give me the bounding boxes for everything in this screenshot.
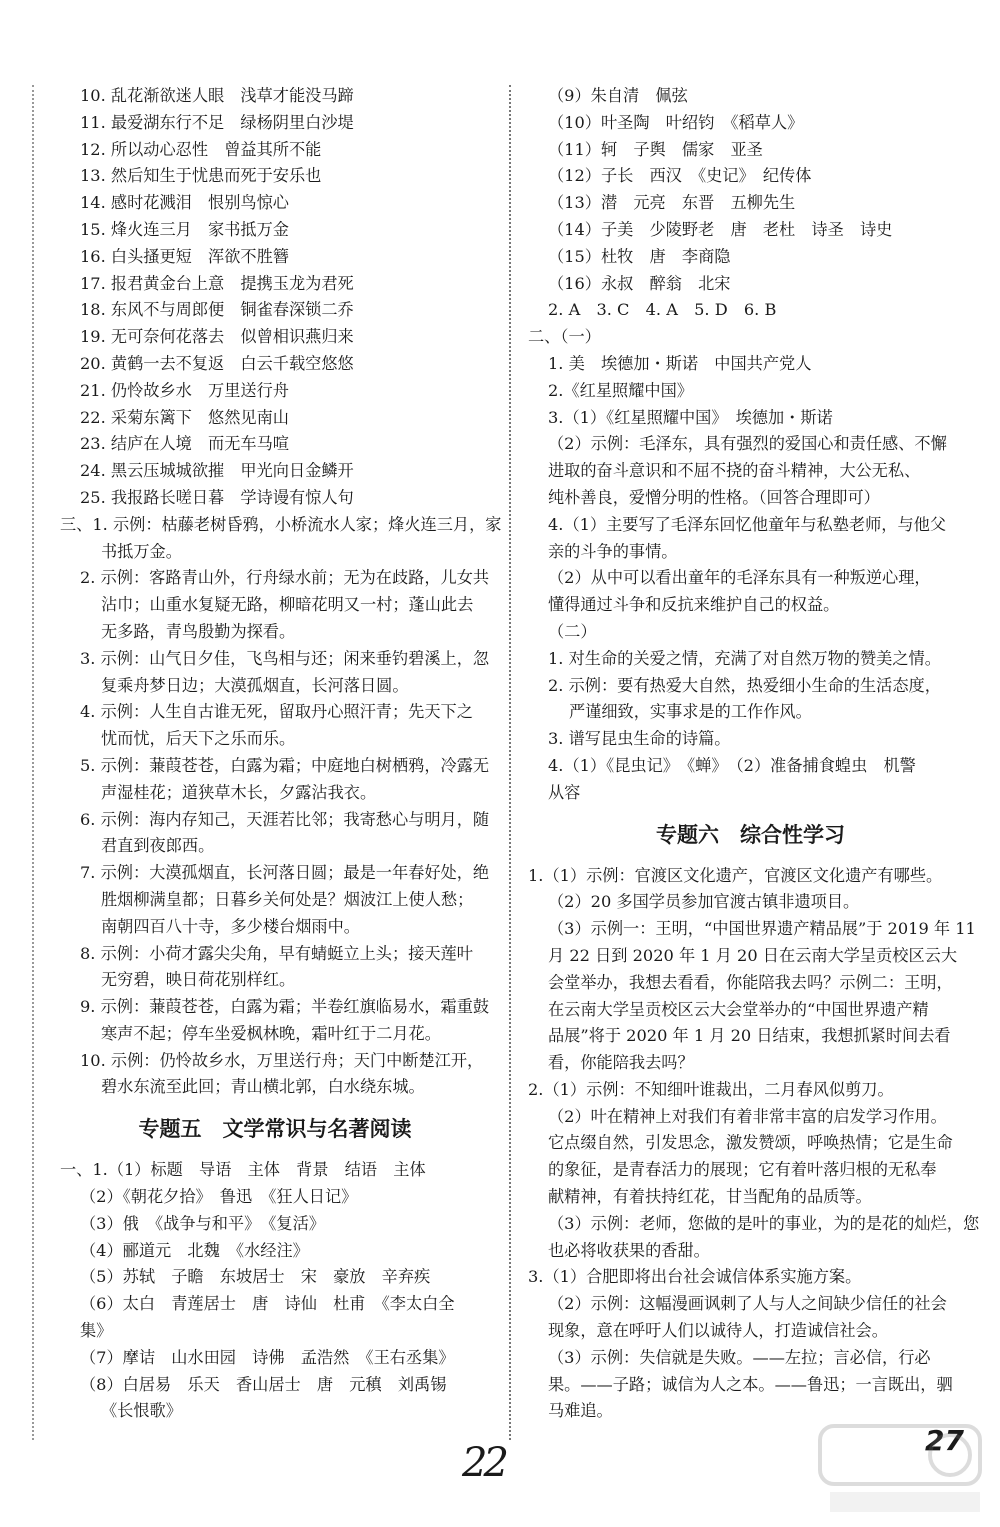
text-line: 4.（1）《昆虫记》 《蝉》 （2）准备捕食蝗虫 机警 <box>548 755 916 775</box>
text-line: （9）朱自清 佩弦 <box>548 86 688 105</box>
margin-dotted-line <box>32 85 34 1440</box>
text-line: 声湿桂花；道狭草木长，夕露沾我衣。 <box>101 782 377 802</box>
text-line: 21. 仍怜故乡水 万里送行舟 <box>80 380 289 400</box>
text-line: 2. 示例：客路青山外，行舟绿水前；无为在歧路，儿女共 <box>80 568 490 588</box>
text-line: 三、1. 示例：枯藤老树昏鸦，小桥流水人家；烽火连三月，家 <box>60 514 502 534</box>
text-line: 24. 黑云压城城欲摧 甲光向日金鳞开 <box>80 461 354 481</box>
text-line: 进取的奋斗意识和不屈不挠的奋斗精神，大公无私、 <box>548 461 921 481</box>
text-line: 会堂举办，我想去看看，你能陪我去吗？示例二：王明， <box>548 972 953 992</box>
text-line: 1. 对生命的关爱之情，充满了对自然万物的赞美之情。 <box>548 648 941 668</box>
text-line: （2）从中可以看出童年的毛泽东具有一种叛逆心理， <box>548 568 931 588</box>
text-line: 严谨细致，实事求是的工作作风。 <box>569 702 812 722</box>
text-line: 17. 报君黄金台上意 提携玉龙为君死 <box>80 273 354 293</box>
text-line: 现象，意在呼吁人们以诚待人，打造诚信社会。 <box>548 1321 888 1341</box>
text-line: 《长恨歌》 <box>101 1401 182 1421</box>
text-line: 1. 美 埃德加・斯诺 中国共产党人 <box>548 353 812 373</box>
text-line: 无穷碧，映日荷花别样红。 <box>101 970 296 990</box>
text-line: 11. 最爱湖东行不足 绿杨阴里白沙堤 <box>80 112 354 132</box>
text-line: （12）子长 西汉 《史记》 纪传体 <box>548 166 812 186</box>
text-line: 25. 我报路长嗟日暮 学诗谩有惊人句 <box>80 487 354 507</box>
text-line: 8. 示例：小荷才露尖尖角，早有蜻蜓立上头；接天莲叶 <box>80 943 473 963</box>
right-lines-2 <box>528 863 980 1426</box>
left-lines-2 <box>60 1157 490 1425</box>
text-line: 2.《红星照耀中国》 <box>548 380 693 400</box>
text-line: （5）苏轼 子瞻 东坡居士 宋 豪放 辛弃疾 <box>80 1267 431 1287</box>
text-line: 3. 谱写昆虫生命的诗篇。 <box>548 729 731 749</box>
text-line: 亲的斗争的事情。 <box>548 541 678 561</box>
text-line: （8）白居易 乐天 香山居士 唐 元稹 刘禹锡 <box>80 1374 447 1394</box>
text-line: （6）太白 青莲居士 唐 诗仙 杜甫 《李太白全 <box>80 1294 455 1314</box>
text-line: （2）《朝花夕拾》 鲁迅 《狂人日记》 <box>80 1187 358 1207</box>
text-line: 7. 示例：大漠孤烟直，长河落日圆；最是一年春好处，绝 <box>80 863 490 883</box>
text-line: 2.（1）示例：不知细叶谁裁出，二月春风似剪刀。 <box>528 1079 894 1099</box>
text-line: 看，你能陪我去吗？ <box>548 1053 694 1073</box>
text-line: 23. 结庐在人境 而无车马喧 <box>80 434 289 454</box>
text-line: 集》 <box>80 1321 113 1341</box>
left-column <box>60 83 502 1425</box>
text-line: 19. 无可奈何花落去 似曾相识燕归来 <box>80 327 354 347</box>
text-line: 无多路，青鸟殷勤为探看。 <box>101 621 296 641</box>
text-line: 10. 乱花渐欲迷人眼 浅草才能没马蹄 <box>80 86 354 105</box>
text-line: 的象征，是青春活力的展现；它有着叶落归根的无私奉 <box>548 1160 937 1180</box>
text-line: （3）俄 《战争与和平》 《复活》 <box>80 1213 325 1233</box>
text-line: 3.（1）《红星照耀中国》 埃德加・斯诺 <box>548 407 833 427</box>
section6-title: 专题六 综合性学习 <box>656 822 845 847</box>
text-line: 20. 黄鹤一去不复返 白云千载空悠悠 <box>80 353 354 373</box>
text-line: 书抵万金。 <box>101 541 182 561</box>
text-line: 从容 <box>548 782 581 802</box>
text-line: 15. 烽火连三月 家书抵万金 <box>80 219 289 239</box>
text-line: 南朝四百八十寺，多少楼台烟雨中。 <box>101 916 360 936</box>
text-line: 品展”将于 2020 年 1 月 20 日结束，我想抓紧时间去看 <box>548 1026 951 1046</box>
text-line: （10）叶圣陶 叶绍钧 《稻草人》 <box>548 112 804 132</box>
text-line: 16. 白头搔更短 浑欲不胜簪 <box>80 246 289 266</box>
text-line: （16）永叔 醉翁 北宋 <box>548 273 731 293</box>
text-line: 14. 感时花溅泪 恨别鸟惊心 <box>80 193 289 213</box>
text-line: （二） <box>548 621 597 641</box>
text-line: 18. 东风不与周郎便 铜雀春深锁二乔 <box>80 300 354 320</box>
text-line: 胜烟柳满皇都；日暮乡关何处是？烟波江上使人愁； <box>101 889 474 909</box>
text-line: （15）杜牧 唐 李商隐 <box>548 246 731 266</box>
text-line: 2. A 3. C 4. A 5. D 6. B <box>548 300 777 320</box>
text-line: 2. 示例：要有热爱大自然，热爱细小生命的生活态度， <box>548 675 941 695</box>
text-line: 3. 示例：山气日夕佳，飞鸟相与还；闲来垂钓碧溪上，忽 <box>80 648 490 668</box>
text-line: 一、1.（1）标题 导语 主体 背景 结语 主体 <box>60 1160 426 1180</box>
text-line: （2）20 多国学员参加官渡古镇非遗项目。 <box>548 892 860 912</box>
text-line: 4.（1）主要写了毛泽东回忆他童年与私塾老师，与他父 <box>548 514 947 534</box>
text-line: （3）示例：失信就是失败。——左拉；言必信，行必 <box>548 1347 931 1367</box>
text-line: （3）示例：老师，您做的是叶的事业，为的是花的灿烂，您 <box>548 1213 980 1233</box>
text-line: 1.（1）示例：官渡区文化遗产，官渡区文化遗产有哪些。 <box>528 865 943 885</box>
text-line: 献精神，有着扶持红花，甘当配角的品质等。 <box>548 1187 872 1207</box>
text-line: 碧水东流至此回；青山横北郭，白水绕东城。 <box>101 1077 425 1097</box>
text-line: 二、（一） <box>528 327 601 347</box>
text-line: 复乘舟梦日边；大漠孤烟直，长河落日圆。 <box>101 675 409 695</box>
text-line: 寒声不起；停车坐爱枫林晚，霜叶红于二月花。 <box>101 1023 441 1043</box>
text-line: 忧而忧，后天下之乐而乐。 <box>101 729 296 749</box>
text-line: 沾巾；山重水复疑无路，柳暗花明又一村；蓬山此去 <box>101 595 474 615</box>
left-lines <box>60 83 502 1101</box>
text-line: （2）示例：这幅漫画讽刺了人与人之间缺少信任的社会 <box>548 1294 947 1314</box>
section5-title: 专题五 文学常识与名著阅读 <box>138 1117 412 1142</box>
text-line: 懂得通过斗争和反抗来维护自己的权益。 <box>548 595 840 615</box>
text-line: 22. 采菊东篱下 悠然见南山 <box>80 407 289 427</box>
text-line: 月 22 日到 2020 年 1 月 20 日在云南大学呈贡校区云大 <box>548 945 958 965</box>
text-line: 10. 示例：仍怜故乡水，万里送行舟；天门中断楚江开， <box>80 1050 484 1070</box>
text-line: 5. 示例：蒹葭苍苍，白露为霜；中庭地白树栖鸦，冷露无 <box>80 755 490 775</box>
text-line: （2）叶在精神上对我们有着非常丰富的启发学习作用。 <box>548 1106 947 1126</box>
text-line: （4）郦道元 北魏 《水经注》 <box>80 1240 309 1260</box>
text-line: （7）摩诘 山水田园 诗佛 孟浩然 《王右丞集》 <box>80 1347 455 1367</box>
text-line: 纯朴善良，爱憎分明的性格。（回答合理即可） <box>548 487 880 507</box>
page-number: 27 <box>925 1424 964 1457</box>
right-column <box>528 83 980 1425</box>
handwritten-number: 22 <box>462 1440 505 1486</box>
text-line: （11）轲 子舆 儒家 亚圣 <box>548 139 763 159</box>
text-line: 13. 然后知生于忧患而死于安乐也 <box>80 166 322 186</box>
text-line: 它点缀自然，引发思念，激发赞颂，呼唤热情；它是生命 <box>548 1133 953 1153</box>
text-line: （14）子美 少陵野老 唐 老杜 诗圣 诗史 <box>548 219 893 239</box>
text-line: 在云南大学呈贡校区云大会堂举办的“中国世界遗产精 <box>548 999 929 1019</box>
column-divider <box>509 85 511 1440</box>
text-line: 果。——子路；诚信为人之本。——鲁迅；一言既出，驷 <box>548 1374 953 1394</box>
text-line: 3.（1）合肥即将出台社会诚信体系实施方案。 <box>528 1267 862 1287</box>
right-lines <box>528 83 973 807</box>
text-line: 也必将收获果的香甜。 <box>548 1240 710 1260</box>
text-line: 9. 示例：蒹葭苍苍，白露为霜；半卷红旗临易水，霜重鼓 <box>80 997 490 1017</box>
text-line: 君直到夜郎西。 <box>101 836 215 856</box>
text-line: （13）潜 元亮 东晋 五柳先生 <box>548 193 796 213</box>
watermark-logo <box>810 1420 990 1520</box>
text-line: 4. 示例：人生自古谁无死，留取丹心照汗青；先天下之 <box>80 702 473 722</box>
text-line: 12. 所以动心忍性 曾益其所不能 <box>80 139 322 159</box>
text-line: 马难追。 <box>548 1401 613 1421</box>
text-line: （2）示例：毛泽东，具有强烈的爱国心和责任感、不懈 <box>548 434 947 454</box>
text-line: 6. 示例：海内存知己，天涯若比邻；我寄愁心与明月，随 <box>80 809 490 829</box>
text-line: （3）示例一：王明，“中国世界遗产精品展”于 2019 年 11 <box>548 919 976 939</box>
